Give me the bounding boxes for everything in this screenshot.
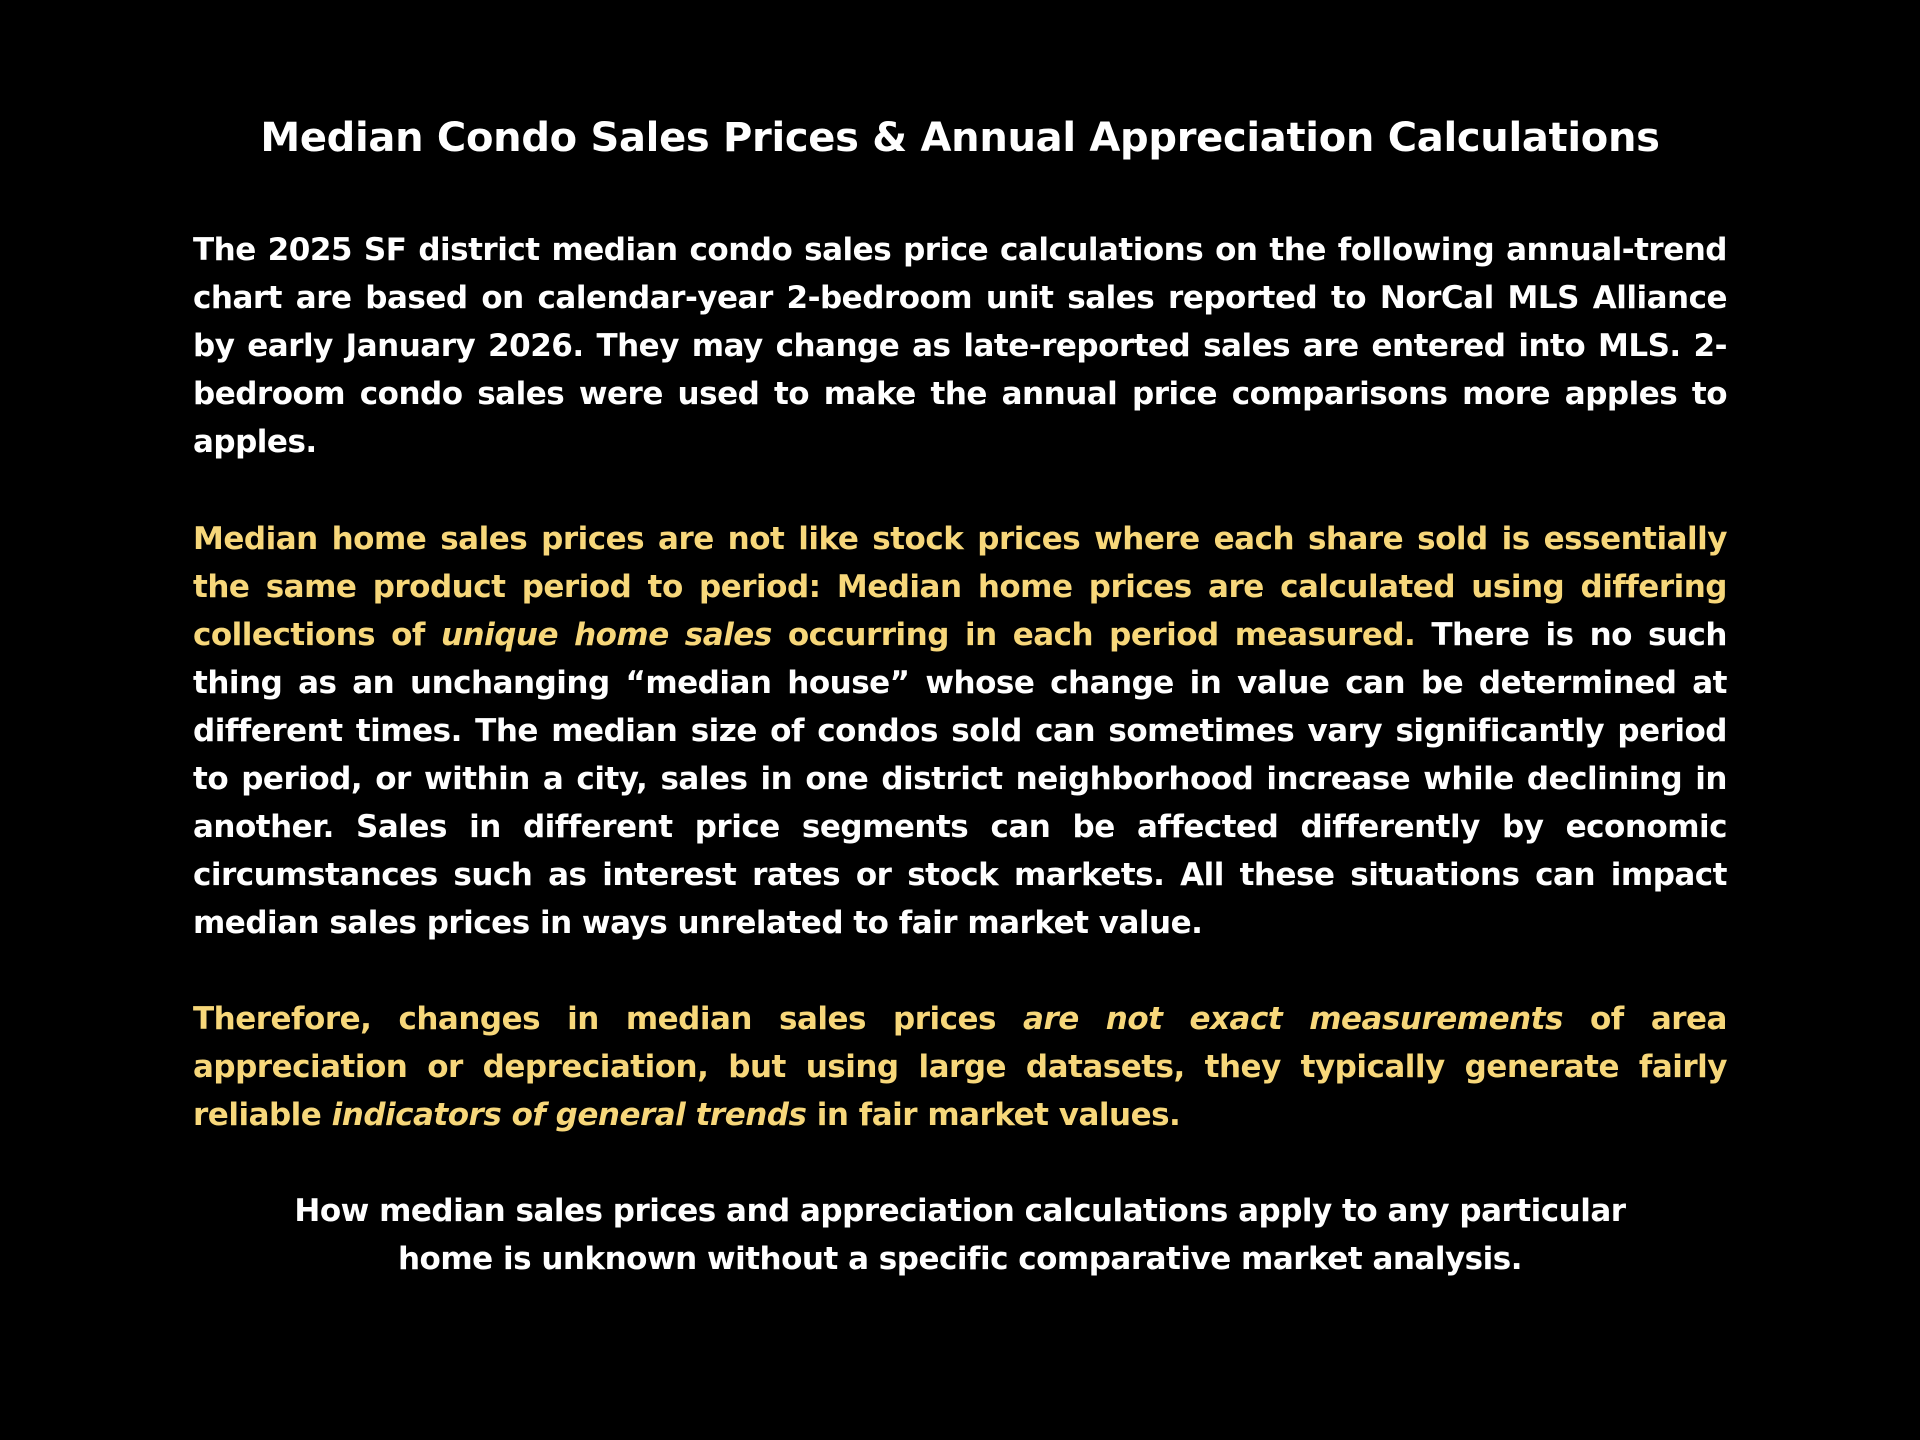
intro-paragraph: The 2025 SF district median condo sales price calculations on the following annual-trend chart are based on calendar-year 2-bedroom unit sales reported to NorCal MLS Alliance by early January 2026. They may change as late-reported sales are entered into MLS. 2-bedroom condo sales were used to make the annual price comparisons more apples to apples. [193, 232, 1727, 460]
closing-line-1: How median sales prices and appreciation calculations apply to any particular [294, 1193, 1626, 1229]
conclusion-paragraph [193, 995, 1727, 1139]
conclusion-text-3: in fair market values. [806, 1097, 1181, 1133]
conclusion-text-2: of area appreciation or depreciation, but using large datasets, they typically generate fairly reliable [193, 1001, 1727, 1133]
closing-line-2: home is unknown without a specific comparative market analysis. [397, 1241, 1522, 1277]
slide-title: Median Condo Sales Prices & Annual Appreciation Calculations [260, 115, 1660, 161]
closing-note [193, 1187, 1727, 1283]
conclusion-italic-2: indicators of general trends [331, 1097, 807, 1133]
median-explanation-highlight-1: Median home sales prices are not like stock prices where each share sold is essentially the same product period to period: Median home prices are calculated using differing collections of [193, 521, 1727, 653]
conclusion-text-1: Therefore, changes in median sales prices [193, 1001, 1024, 1037]
median-explanation-highlight-2: occurring in each period measured. [771, 617, 1416, 653]
median-explanation-highlight-italic: unique home sales [440, 617, 772, 653]
median-explanation-detail: There is no such thing as an unchanging “median house” whose change in value can be determined at different times. The median size of condos sold can sometimes vary significantly period to period, or within a city, sales in one district neighborhood increase while declining in another. Sales in different price segments can be affected differently by economic circumstances such as interest rates or stock markets. All these situations can impact median sales prices in ways unrelated to fair market value. [193, 617, 1727, 941]
conclusion-italic-1: are not exact measurements [1023, 1001, 1563, 1037]
median-explanation-paragraph [193, 515, 1727, 947]
